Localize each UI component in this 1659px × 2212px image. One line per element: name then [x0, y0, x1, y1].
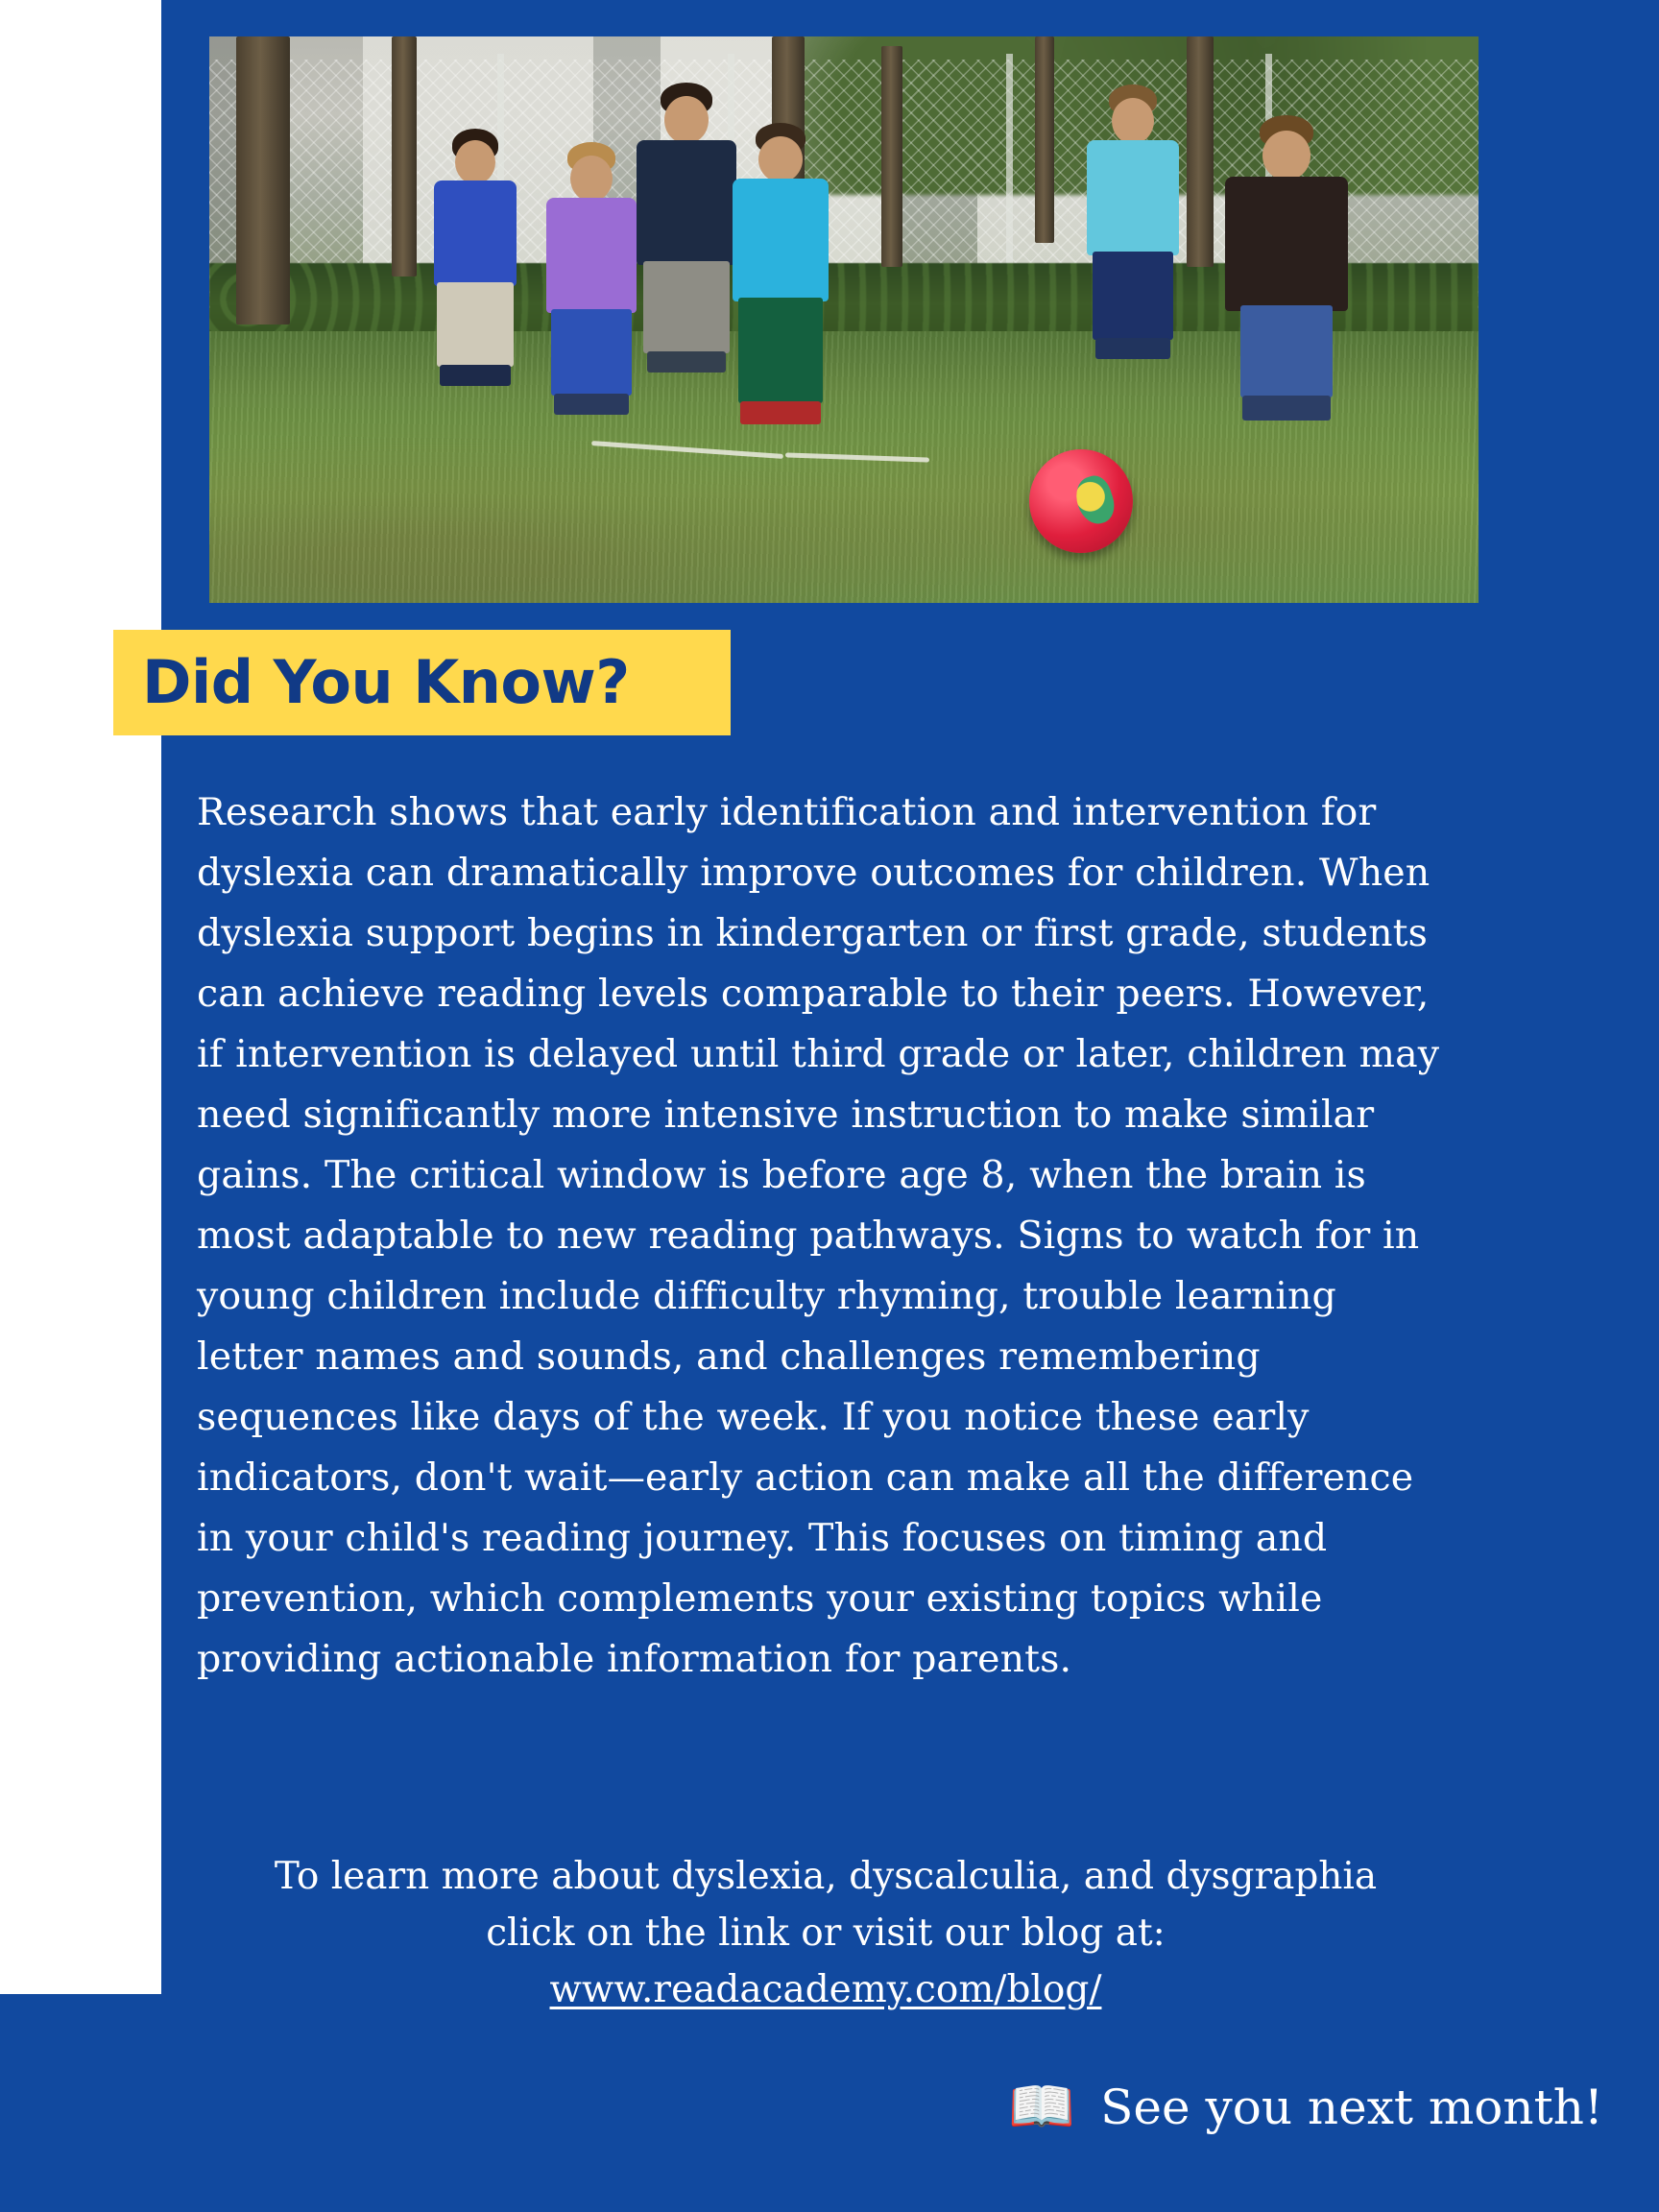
blog-link[interactable]: www.readacademy.com/blog/: [549, 1968, 1102, 2011]
body-paragraph: Research shows that early identification and intervention for dyslexia can dramatically improve outcomes for children. When dyslexia support begins in kindergarten or first grade, students can achieve reading levels comparable to their peers. However, if intervention is delayed until third grade or later, children may need significantly more intensive instruction to make similar gains. The critical window is before age 8, when the brain is most adaptable to new reading pathways. Signs to watch for in young children include difficulty rhyming, trouble learning letter names and sounds, and challenges remembering sequences like days of the week. If you notice these early indicators, don't wait—early action can make all the difference in your child's reading journey. This focuses on timing and prevention, which complements your existing topics while providing actionable information for parents.: [197, 790, 1440, 1681]
cta-line-2: click on the link or visit our blog at:: [486, 1911, 1166, 1955]
call-to-action: [197, 1848, 1455, 2018]
footer-signoff: [1008, 2076, 1603, 2138]
photo-red-ball: [1029, 449, 1133, 553]
photo-child: [422, 129, 528, 426]
footer-text: See you next month!: [1100, 2080, 1603, 2135]
photo-tree-trunk: [236, 36, 290, 325]
page-title: Did You Know?: [142, 647, 630, 717]
photo-child-running: [1210, 115, 1363, 461]
photo-tree-trunk: [392, 36, 417, 276]
header-photo: [209, 36, 1479, 603]
photo-tree-trunk: [1035, 36, 1054, 243]
open-book-icon: 📖: [1008, 2076, 1076, 2138]
cta-line-1: To learn more about dyslexia, dyscalculia, and dysgraphia: [274, 1855, 1378, 1898]
photo-child: [1075, 84, 1190, 392]
photo-tree-trunk: [881, 46, 902, 267]
photo-scene: [209, 36, 1479, 603]
photo-child: [718, 123, 843, 440]
